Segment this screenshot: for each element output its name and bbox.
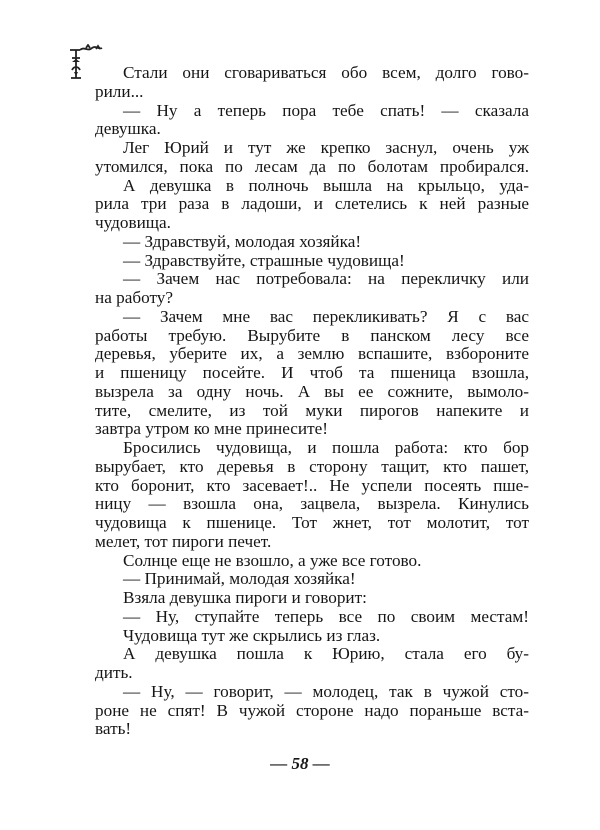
text-line: — Ну, — говорит, — молодец, так в чужой сто- [123, 682, 529, 701]
text-line: Лег Юрий и тут же крепко заснул, очень уж [123, 139, 529, 157]
text-line: ницу — взошла она, зацвела, вызрела. Кинулись [95, 495, 529, 514]
text-line: Стали они сговариваться обо всем, долго гово- [123, 64, 529, 82]
text-line: вать! [95, 719, 132, 739]
text-line: чудовища. [95, 213, 171, 232]
text-line: работы требую. Вырубите в панском лесу все [95, 326, 529, 345]
text-line: девушка. [95, 119, 161, 139]
text-line: — Зачем мне вас перекликивать? Я с вас [123, 307, 529, 326]
text-line: А девушка пошла к Юрию, стала его бу- [123, 645, 529, 664]
page-body-text [95, 64, 529, 739]
text-line: рили... [95, 81, 144, 101]
text-line: — Здравствуй, молодая хозяйка! [123, 231, 362, 251]
text-line: вырубает, кто деревья в сторону тащит, кто пашет, [95, 457, 529, 476]
text-line: завтра утром ко мне принесите! [95, 419, 328, 439]
text-line: на работу? [95, 288, 173, 307]
page-number: — 58 — [270, 754, 330, 773]
text-line: утомился, пока по лесам да по болотам пробирался. [95, 157, 529, 176]
text-line: роне не спят! В чужой стороне надо пораньше вста- [95, 701, 529, 720]
text-line: Солнце еще не взошло, а уже все готово. [123, 550, 422, 570]
text-line: — Принимай, молодая хозяйка! [123, 569, 356, 589]
text-line: — Здравствуйте, страшные чудовища! [123, 250, 405, 270]
text-line: и пшеницу посейте. И чтоб та пшеница взошла, [95, 364, 529, 382]
text-line: — Ну, ступайте теперь все по своим местам! [123, 607, 529, 626]
text-line: А девушка в полночь вышла на крыльцо, уда- [123, 176, 529, 195]
text-line: кто боронит, кто засевает!.. Не успели посеять пше- [95, 476, 529, 495]
text-line: вызрела за одну ночь. А вы ее сожните, вымоло- [95, 382, 529, 401]
text-line: — Зачем нас потребовала: на перекличку или [123, 270, 529, 289]
text-line: Бросились чудовища, и пошла работа: кто бор [123, 439, 529, 457]
text-line: чудовища к пшенице. Тот жнет, тот молотит, тот [95, 514, 529, 532]
text-line: Чудовища тут же скрылись из глаз. [123, 625, 381, 645]
text-line: дить. [95, 663, 133, 682]
text-line: тите, смелите, из той муки пирогов напеките и [95, 401, 529, 420]
text-line: — Ну а теперь пора тебе спать! — сказала [123, 101, 529, 120]
text-line: Взяла девушка пироги и говорит: [123, 588, 367, 607]
text-line: мелет, тот пироги печет. [95, 531, 272, 551]
text-line: деревья, уберите их, а землю вспашите, взбороните [95, 345, 529, 364]
text-line: рила три раза в ладоши, и слетелись к ней разные [95, 195, 529, 214]
